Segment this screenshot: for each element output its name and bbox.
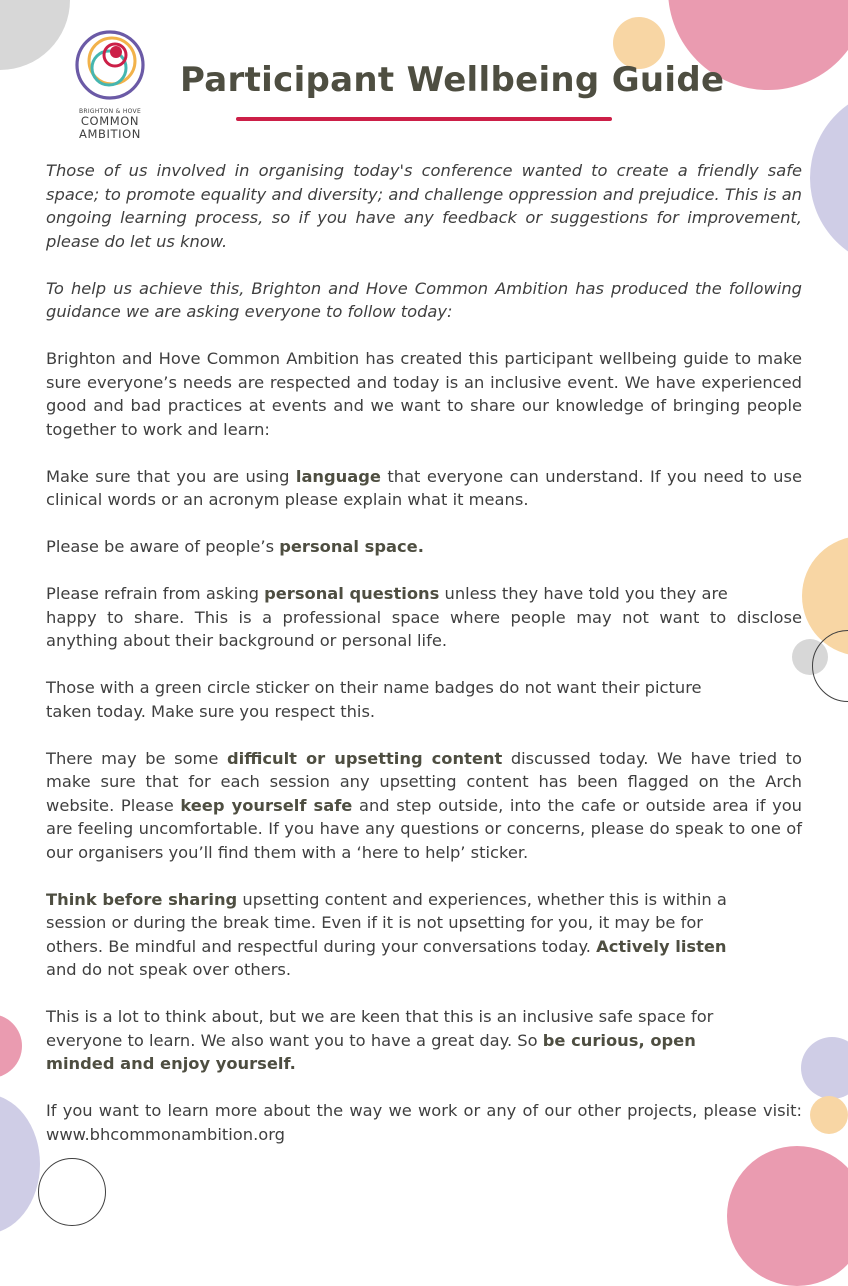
intro-paragraph-2: To help us achieve this, Brighton and Hove Common Ambition has produced the following guidance we are asking everyone to follow today: (46, 278, 802, 321)
text-span: taken today. Make sure you respect this. (46, 701, 376, 721)
bold-text-difficult-content: difficult or upsetting content (226, 748, 503, 768)
text-span: happy to share. This is a professional space where people may not want to disclose anything about their background or personal life. (46, 607, 802, 650)
intro-paragraph-1: Those of us involved in organising today's conference wanted to create a friendly safe space; to promote equality and diversity; and challenge oppression and prejudice. This is an ongoing learning process, so if you have any feedback or suggestions for improvement, please do let us know. (46, 161, 802, 251)
text-span: This is a lot to think about, but we are keen that this is an inclusive safe space for (46, 1007, 714, 1026)
logo-rings-icon (73, 28, 147, 102)
bold-text-enjoy-yourself: minded and enjoy yourself. (46, 1054, 296, 1073)
text-span: discussed today. We have tried to make sure that for each session any upsetting content has been flagged on the Arch website. Please (46, 748, 803, 815)
logo-text-line2: COMMON (80, 114, 140, 128)
decorative-circle-lavender-right (810, 88, 848, 268)
guide-paragraph-personal-questions (46, 582, 802, 653)
logo-text-line3: AMBITION (79, 127, 141, 141)
text-span: everyone to learn. We also want you to have a great day. So (46, 1030, 543, 1050)
logo-text-line1: BRIGHTON & HOVE (78, 108, 142, 115)
decorative-circle-lavender-bottom-left (0, 1094, 40, 1234)
bold-text-be-curious: be curious, open (542, 1030, 696, 1050)
text-span: session or during the break time. Even if it is not upsetting for you, it may be for (46, 913, 703, 932)
text-span: upsetting content and experiences, whether this is within a (237, 889, 727, 909)
guide-paragraph-photo-sticker (46, 676, 802, 723)
text-span: that everyone can understand. If you need to use clinical words or an acronym please explain what it means. (46, 466, 802, 509)
guide-paragraph-closing (46, 1005, 802, 1076)
title-underline (236, 117, 612, 121)
bold-text-keep-safe: keep yourself safe (180, 795, 353, 815)
guide-paragraph-website: If you want to learn more about the way we work or any of our other projects, please visit: www.bhcommonambition.org (46, 1101, 802, 1144)
text-span: and step outside, into the cafe or outside area if you are feeling uncomfortable. If you have any questions or concerns, please do speak to one of our organisers you’ll find them with a ‘here to help’ sticker. (46, 795, 803, 862)
guide-paragraph-think-before-sharing (46, 888, 802, 982)
decorative-circle-lavender-bottom-right (801, 1037, 848, 1099)
text-span: Please be aware of people’s (46, 537, 280, 556)
decorative-circle-pink-bottom-left (0, 1014, 22, 1078)
text-span: and do not speak over others. (46, 960, 292, 979)
text-span: Please refrain from asking (46, 584, 265, 603)
page-title: Participant Wellbeing Guide (180, 60, 725, 100)
brand-logo (70, 28, 150, 141)
guide-paragraph-personal-space (46, 535, 802, 559)
bold-text-language: language (295, 466, 381, 486)
bold-text-think-before-sharing: Think before sharing (46, 889, 238, 909)
decorative-circle-peach-bottom-right (810, 1096, 848, 1134)
text-span: unless they have told you they are (439, 584, 728, 603)
guide-paragraph-upsetting-content (46, 747, 802, 865)
guide-paragraph-purpose: Brighton and Hove Common Ambition has created this participant wellbeing guide to make sure everyone’s needs are respected and today is an inclusive event. We have experienced good and bad practices at events and we want to share our knowledge of bringing people together to work and learn: (46, 349, 802, 439)
text-span: others. Be mindful and respectful during your conversations today. (46, 936, 597, 956)
bold-text-actively-listen: Actively listen (596, 936, 727, 956)
guide-content (46, 159, 802, 1170)
bold-text-personal-questions: personal questions (264, 584, 440, 603)
decorative-circle-grey-top-left (0, 0, 70, 70)
text-span: Make sure that you are using (46, 466, 296, 486)
bold-text-personal-space: personal space. (279, 537, 424, 556)
text-span: There may be some (46, 748, 227, 768)
text-span: Those with a green circle sticker on their name badges do not want their picture (46, 678, 702, 697)
guide-paragraph-language (46, 465, 802, 512)
